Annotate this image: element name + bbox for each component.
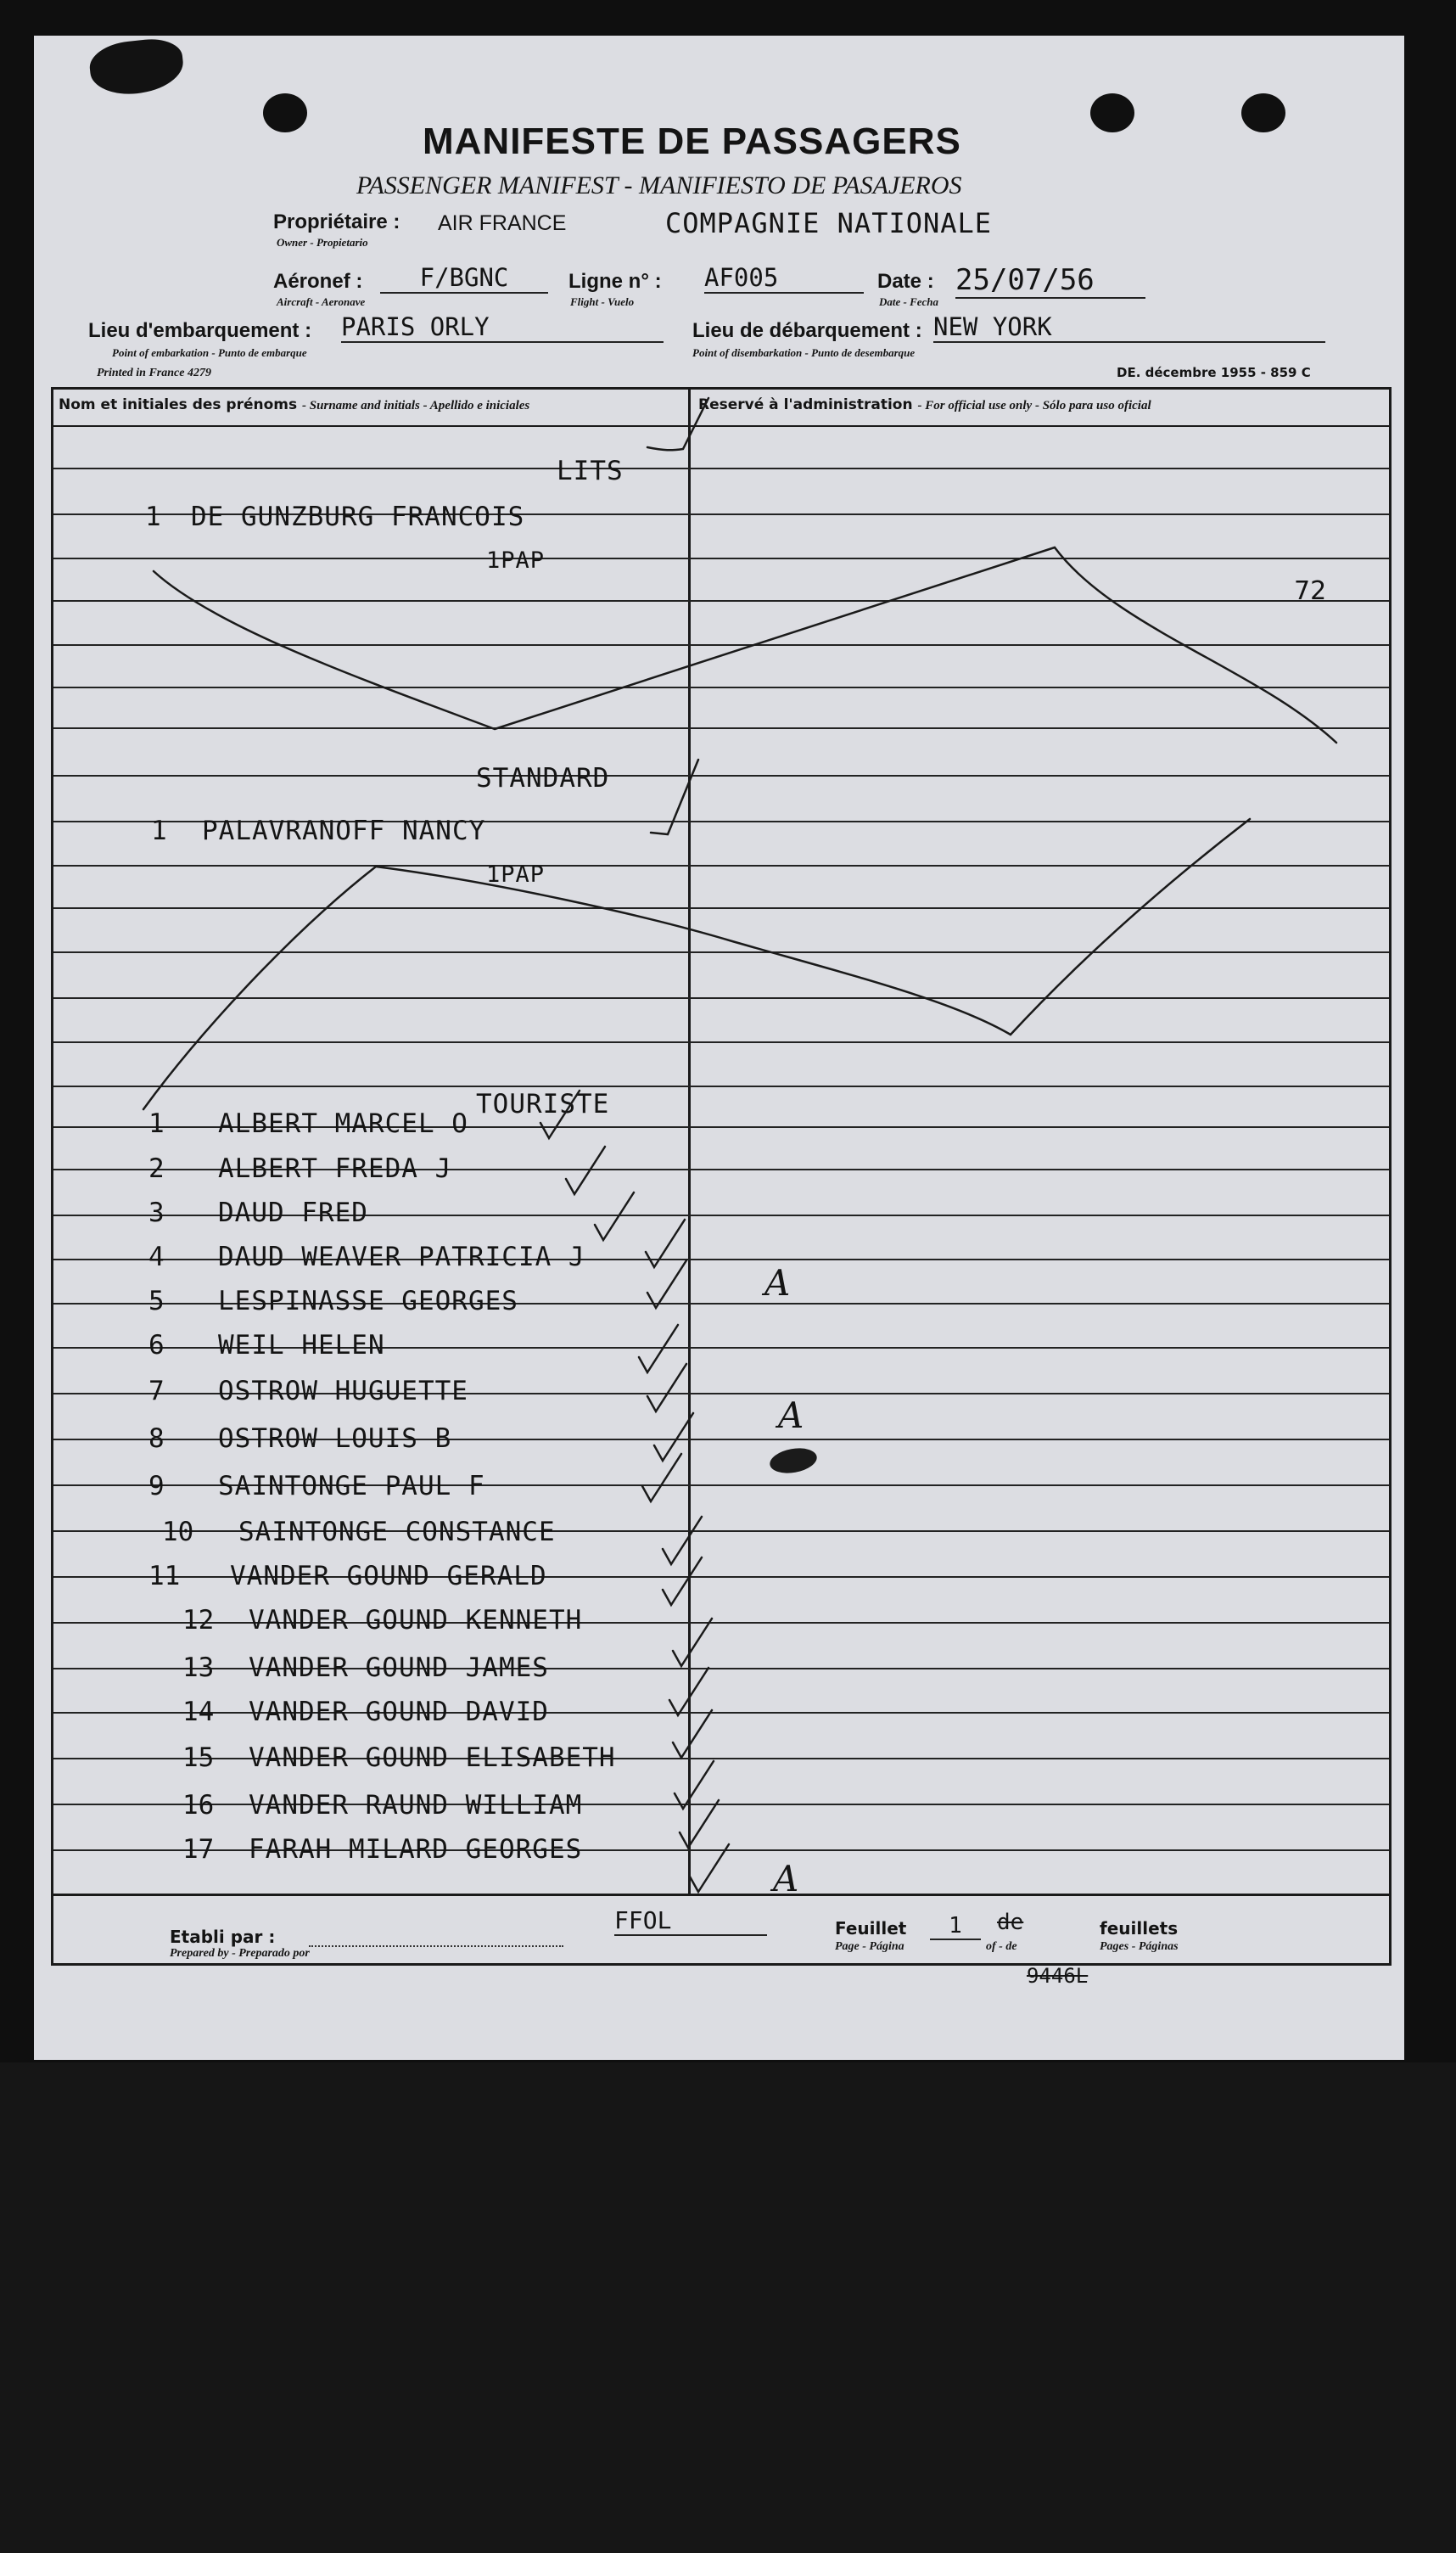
passenger-name: WEIL HELEN [218,1330,385,1361]
passenger-number: 2 [148,1153,165,1184]
disembark-label: Lieu de débarquement : [692,319,922,342]
embark-value: PARIS ORLY [341,312,664,343]
printed-note: Printed in France 4279 [97,367,211,379]
section-label-standard: STANDARD [476,763,610,794]
passenger-name: VANDER GOUND ELISABETH [249,1742,616,1773]
passenger-name: ALBERT FREDA J [218,1153,452,1184]
date-value: 25/07/56 [955,263,1145,299]
passenger-number: 14 [182,1697,215,1727]
check-mark [566,1147,605,1194]
passenger-number: 13 [182,1652,215,1683]
owner-sublabel: Owner - Propietario [277,236,368,249]
check-mark [647,398,708,450]
passenger-name: FARAH MILARD GEORGES [249,1834,583,1865]
manifest-sheet [34,36,1404,2060]
first-class-note: 1PAP [486,547,546,574]
passenger-number: 8 [148,1423,165,1454]
passenger-table [51,387,1392,1966]
check-mark [690,1844,729,1892]
scanner-background [0,2062,1456,2553]
admin-mark-a: A [773,1858,799,1899]
disembark-sublabel: Point of disembarkation - Punto de desembarque [692,346,916,359]
column-header-admin-label: Reservé à l'administration [698,396,913,413]
archive-stamp: 9446L [1027,1964,1089,1988]
passenger-name: OSTROW HUGUETTE [218,1376,468,1406]
check-mark [651,760,698,834]
sheet-label: Feuillet [835,1918,907,1939]
admin-mark-a: A [778,1394,804,1436]
passenger-name: LESPINASSE GEORGES [218,1286,518,1316]
of-label: de [997,1910,1024,1935]
passenger-name: SAINTONGE CONSTANCE [238,1517,556,1547]
strike-through-line [154,547,1336,743]
sheet-value: 1 [930,1913,981,1940]
column-header-name-label: Nom et initiales des prénoms [59,396,298,413]
first-class-number: 1 [145,502,161,532]
passenger-number: 15 [182,1742,215,1773]
standard-class-name: PALAVRANOFF NANCY [202,816,486,846]
check-mark [680,1800,719,1848]
check-mark [663,1517,702,1564]
flight-value: AF005 [704,263,864,294]
flight-label: Ligne n° : [568,270,662,293]
page-subtitle: PASSENGER MANIFEST - MANIFIESTO DE PASAJEROS [356,171,962,199]
prepared-sublabel: Prepared by - Preparado por [170,1947,310,1960]
standard-class-note: 1PAP [486,861,546,888]
column-header-name-sub: - Surname and initials - Apellido e iniciales [302,399,530,412]
check-mark [663,1557,702,1605]
check-mark [654,1413,693,1461]
date-label: Date : [877,270,934,293]
of-sublabel: of - de [986,1940,1017,1953]
prepared-label: Etabli par : [170,1927,276,1947]
check-mark [595,1192,634,1240]
section-label-lits: LITS [557,456,624,486]
passenger-number: 6 [148,1330,165,1361]
owner-extra: COMPAGNIE NATIONALE [665,207,993,239]
punch-hole [1090,93,1134,132]
admin-number: 72 [1294,576,1327,606]
passenger-name: VANDER GOUND KENNETH [249,1605,583,1636]
passenger-number: 16 [182,1790,215,1821]
punch-hole [263,93,307,132]
passenger-number: 1 [148,1108,165,1139]
admin-mark-a: A [764,1262,791,1304]
check-mark [673,1619,712,1666]
aircraft-label: Aéronef : [273,270,363,293]
standard-class-number: 1 [151,816,167,846]
disembark-value: NEW YORK [933,312,1325,343]
first-class-name: DE GUNZBURG FRANCOIS [191,502,525,532]
flight-sublabel: Flight - Vuelo [570,295,635,308]
passenger-number: 4 [148,1242,165,1272]
passenger-number: 5 [148,1286,165,1316]
page-sublabel: Page - Página [835,1940,904,1953]
date-sublabel: Date - Fecha [879,295,939,308]
ink-stain [87,36,186,98]
aircraft-sublabel: Aircraft - Aeronave [277,295,366,308]
passenger-number: 11 [148,1561,181,1591]
check-mark [639,1325,678,1372]
passenger-name: DAUD FRED [218,1198,368,1228]
owner-label: Propriétaire : [273,210,400,233]
passenger-number: 3 [148,1198,165,1228]
passenger-number: 17 [182,1834,215,1865]
prepared-value: FFOL [614,1906,767,1936]
passenger-name: SAINTONGE PAUL F [218,1471,485,1501]
section-label-touriste: TOURISTE [476,1089,610,1119]
sheets-label: feuillets [1100,1918,1179,1939]
passenger-number: 12 [182,1605,215,1636]
aircraft-value: F/BGNC [380,263,548,294]
passenger-name: ALBERT MARCEL O [218,1108,468,1139]
passenger-number: 9 [148,1471,165,1501]
passenger-name: OSTROW LOUIS B [218,1423,452,1454]
check-mark [647,1364,686,1411]
embark-sublabel: Point of embarkation - Punto de embarque [112,346,307,359]
strike-through-line [143,819,1250,1109]
owner-value: AIR FRANCE [438,211,567,235]
column-header-admin-sub: - For official use only - Sólo para uso oficial [917,399,1151,412]
passenger-name: DAUD WEAVER PATRICIA J [218,1242,585,1272]
passenger-name: VANDER RAUND WILLIAM [249,1790,583,1821]
embark-label: Lieu d'embarquement : [88,319,312,342]
passenger-name: VANDER GOUND GERALD [230,1561,547,1591]
check-mark [675,1761,714,1809]
check-mark [669,1668,708,1715]
form-reference: DE. décembre 1955 - 859 C [1117,365,1311,380]
check-mark [646,1220,685,1267]
passenger-number: 10 [162,1517,194,1547]
passenger-number: 7 [148,1376,165,1406]
check-mark [673,1710,712,1758]
punch-hole [1241,93,1285,132]
passenger-name: VANDER GOUND DAVID [249,1697,549,1727]
check-mark [540,1091,580,1138]
page-title: MANIFESTE DE PASSAGERS [423,121,961,162]
passenger-name: VANDER GOUND JAMES [249,1652,549,1683]
prepared-dotline [309,1945,563,1947]
pages-sublabel: Pages - Páginas [1100,1940,1179,1953]
handwriting-overlay [53,390,1394,1968]
